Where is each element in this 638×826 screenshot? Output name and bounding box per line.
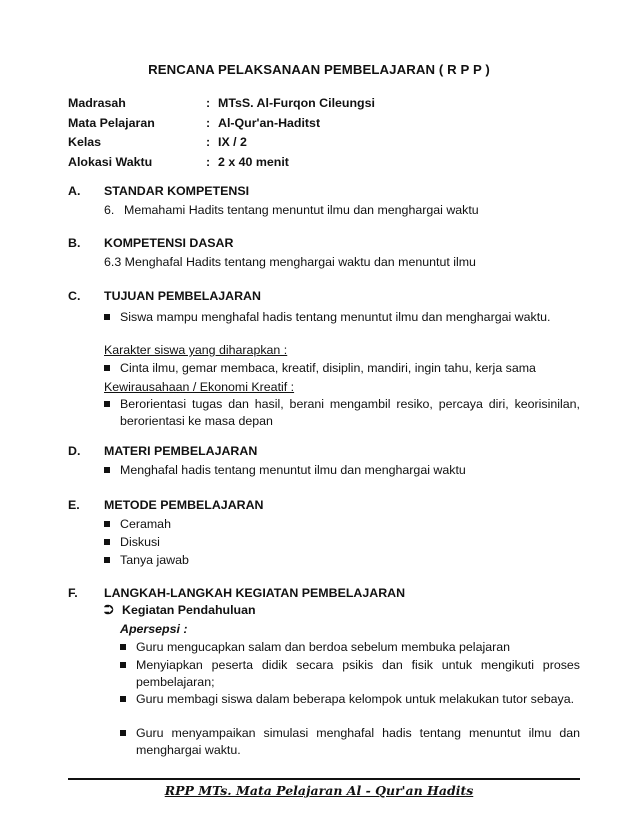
list-item	[120, 691, 580, 708]
item-number: 6.	[104, 203, 115, 217]
section-letter: C.	[68, 289, 81, 303]
info-row-mata-pelajaran	[68, 114, 375, 134]
info-key: Kelas	[68, 135, 102, 149]
standar-kompetensi-item	[104, 201, 479, 219]
list-item-text: Berorientasi tugas dan hasil, berani mengambil resiko, percaya diri, keorisinilan, berorientasi ke masa depan	[120, 397, 580, 428]
list-item-text: Tanya jawab	[120, 553, 189, 567]
list-item	[104, 462, 580, 479]
bullet-square-icon	[120, 696, 126, 702]
section-letter: F.	[68, 586, 78, 600]
bullet-square-icon	[104, 557, 110, 563]
info-colon: :	[206, 135, 211, 149]
section-title: MATERI PEMBELAJARAN	[104, 444, 258, 458]
apersepsi-label: Apersepsi :	[120, 622, 188, 636]
karakter-label: Karakter siswa yang diharapkan :	[104, 343, 288, 357]
identity-table	[68, 94, 375, 172]
section-letter: D.	[68, 444, 81, 458]
section-title: KOMPETENSI DASAR	[104, 236, 234, 250]
section-c-heading	[68, 287, 588, 306]
section-letter: E.	[68, 498, 80, 512]
list-item	[104, 516, 580, 533]
section-a-heading	[68, 182, 588, 201]
list-item	[104, 309, 580, 326]
info-key: Madrasah	[68, 96, 126, 110]
section-b-heading	[68, 234, 588, 253]
list-item-text: Menyiapkan peserta didik secara psikis dan fisik untuk mengikuti proses pembelajaran;	[136, 658, 580, 689]
section-title: TUJUAN PEMBELAJARAN	[104, 289, 261, 303]
arrow-right-icon: ⮊	[104, 603, 114, 617]
subheading-text: Kegiatan Pendahuluan	[122, 603, 256, 617]
bullet-square-icon	[120, 644, 126, 650]
info-row-madrasah	[68, 94, 375, 114]
info-value: 2 x 40 menit	[218, 154, 289, 169]
list-item-text: Siswa mampu menghafal hadis tentang menuntut ilmu dan menghargai waktu.	[120, 310, 551, 324]
bullet-square-icon	[104, 539, 110, 545]
info-value: Al-Qur'an-Haditst	[218, 115, 321, 130]
item-text: Memahami Hadits tentang menuntut ilmu dan menghargai waktu	[124, 203, 479, 217]
kewirausahaan-label: Kewirausahaan / Ekonomi Kreatif :	[104, 380, 295, 394]
bullet-square-icon	[104, 521, 110, 527]
bullet-square-icon	[120, 662, 126, 668]
info-value: IX / 2	[218, 135, 247, 149]
info-colon: :	[206, 115, 211, 130]
section-title: METODE PEMBELAJARAN	[104, 498, 264, 512]
bullet-square-icon	[120, 730, 126, 736]
list-item-text: Menghafal hadis tentang menuntut ilmu dan menghargai waktu	[120, 463, 466, 477]
list-item-text: Cinta ilmu, gemar membaca, kreatif, disiplin, mandiri, ingin tahu, kerja sama	[120, 361, 536, 375]
bullet-square-icon	[104, 401, 110, 407]
kegiatan-pendahuluan-heading	[104, 601, 256, 619]
kompetensi-dasar-item: 6.3 Menghafal Hadits tentang menghargai waktu dan menuntut ilmu	[104, 255, 476, 269]
section-letter: B.	[68, 236, 81, 250]
section-title: LANGKAH-LANGKAH KEGIATAN PEMBELAJARAN	[104, 586, 406, 600]
page-footer: RPP MTs. Mata Pelajaran Al - Qur'an Hadits	[164, 783, 474, 798]
list-item	[120, 725, 580, 759]
info-key: Mata Pelajaran	[68, 115, 155, 130]
list-item	[104, 360, 580, 377]
list-item-text: Diskusi	[120, 535, 160, 549]
bullet-square-icon	[104, 365, 110, 371]
info-key: Alokasi Waktu	[68, 154, 153, 169]
info-row-kelas	[68, 133, 375, 153]
list-item	[120, 639, 580, 656]
list-item	[104, 534, 580, 551]
list-item-text: Ceramah	[120, 517, 171, 531]
page-title: RENCANA PELAKSANAAN PEMBELAJARAN ( R P P )	[148, 62, 490, 77]
list-item	[104, 396, 580, 430]
section-e-heading	[68, 496, 588, 515]
section-letter: A.	[68, 184, 81, 198]
section-title: STANDAR KOMPETENSI	[104, 184, 250, 198]
info-colon: :	[206, 96, 211, 110]
list-item-text: Guru mengucapkan salam dan berdoa sebelum membuka pelajaran	[136, 640, 511, 654]
footer-divider	[68, 778, 580, 780]
list-item	[104, 552, 580, 569]
info-value: MTsS. Al-Furqon Cileungsi	[218, 96, 375, 110]
list-item-text: Guru membagi siswa dalam beberapa kelompok untuk melakukan tutor sebaya.	[136, 692, 575, 706]
list-item-text: Guru menyampaikan simulasi menghafal hadis tentang menuntut ilmu dan menghargai waktu.	[136, 726, 580, 757]
bullet-square-icon	[104, 314, 110, 320]
list-item	[120, 657, 580, 691]
info-row-alokasi-waktu	[68, 153, 375, 173]
bullet-square-icon	[104, 467, 110, 473]
info-colon: :	[206, 154, 211, 169]
section-d-heading	[68, 442, 588, 461]
